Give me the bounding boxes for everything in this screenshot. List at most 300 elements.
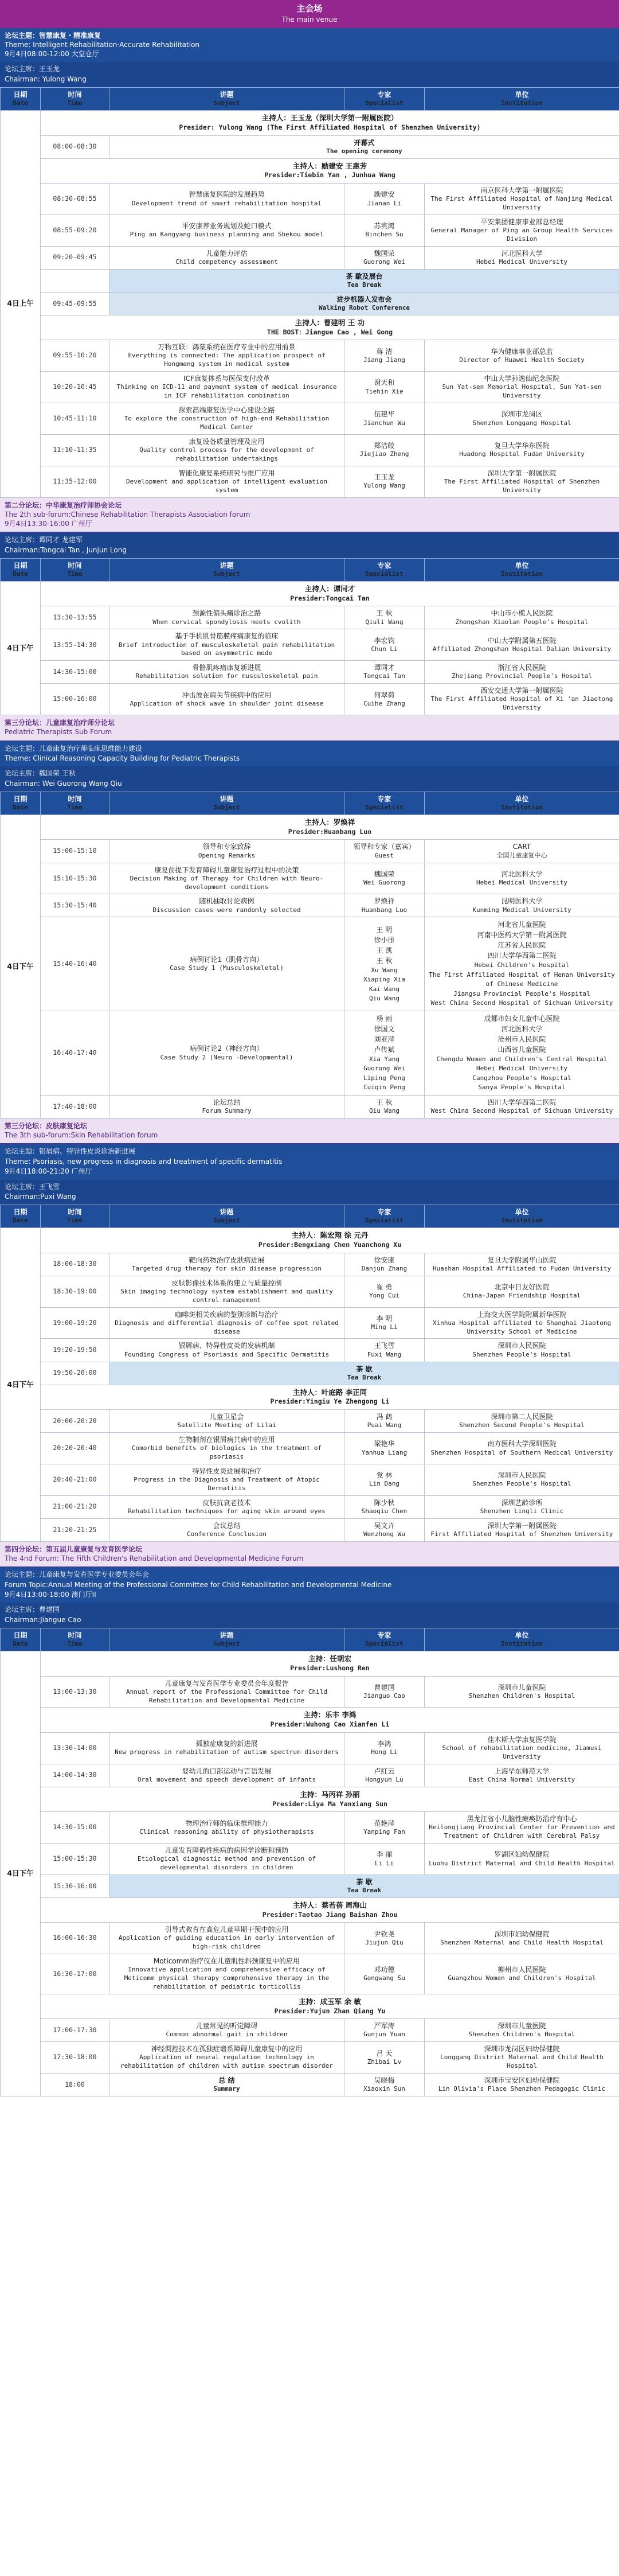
forum1-subject-en: Ping an Kangyang business planning and Shekou model xyxy=(130,231,324,239)
forum5-col-time xyxy=(41,1628,109,1651)
forum3-col-specialist-en: Specialist xyxy=(365,804,403,812)
forum3-specialist-en xyxy=(348,966,421,1004)
forum2-chair-line: 论坛主席：谭同才 龙建军 xyxy=(5,536,83,544)
forum4-break-zh: 茶 歇 xyxy=(356,1365,373,1373)
forum4-time-cell: 20:40-21:00 xyxy=(41,1464,109,1495)
forum3-institution-zh: 昆明医科大学 xyxy=(501,897,543,906)
forum5-row-talk xyxy=(1,1843,619,1874)
forum4-subject-en: Conference Conclusion xyxy=(186,1530,267,1538)
forum3-row-host xyxy=(1,815,619,840)
forum4-ribbon xyxy=(0,1119,619,1144)
forum1-institution-zh: 深圳大学第一附属医院 xyxy=(487,469,557,477)
forum1-row-break xyxy=(1,269,619,292)
forum4-col-time-zh: 时间 xyxy=(68,1208,82,1217)
forum4-subject-zh: 皮肤抗衰老技术 xyxy=(202,1498,251,1507)
main-venue-title-en: The main venue xyxy=(281,15,338,24)
forum1-time-cell xyxy=(41,269,109,292)
forum2-specialist-zh: 李宏钧 xyxy=(374,636,395,645)
forum4-theme xyxy=(0,1144,619,1179)
forum3-specialist-en: Qiu Wang xyxy=(369,1107,399,1115)
forum5-subject-en: New progress in rehabilitation of autism spectrum disorders xyxy=(115,1748,339,1756)
forum5-subject-zh: 儿童发育障碍性疾病的病因学诊断和预防 xyxy=(164,1846,289,1854)
forum5-specialist-cell xyxy=(344,2074,425,2096)
forum2-col-institution-zh: 单位 xyxy=(515,561,529,570)
forum4-col-subject xyxy=(109,1205,344,1228)
forum5-institution-zh: 佳木斯大学康复医学院 xyxy=(487,1735,557,1744)
forum5-presider-cell xyxy=(41,1994,619,2018)
forum5-col-specialist xyxy=(344,1628,425,1651)
forum1-col-subject-zh: 讲题 xyxy=(220,91,234,99)
forum3-col-date-en: Date xyxy=(13,804,28,812)
forum1-ribbon-line: 9月4日08:00-12:00 大堂仓厅 xyxy=(5,50,99,59)
forum3-subject-en: Case Study 2 (Neuro -Developmental) xyxy=(160,1053,293,1061)
forum4-specialist-zh: 吴文卉 xyxy=(374,1521,395,1530)
forum1-presider-cell xyxy=(41,315,619,340)
forum5-subject-en: Innovative application and comprehensive efficacy of Moticomm physical therapy comprehensive therapy in the rehabilitation of pediatric torticollis xyxy=(124,1966,330,1991)
forum5-specialist-cell xyxy=(344,1812,425,1844)
forum3-col-date-zh: 日期 xyxy=(13,795,28,804)
forum2-col-subject-zh: 讲题 xyxy=(220,561,234,570)
forum1-subject-en: Quality control process for the development of rehabilitation undertakings xyxy=(139,446,314,462)
forum4-subject-en: Founding Congress of Psoriasis and Specific Dermatitis xyxy=(124,1350,330,1358)
forum5-subject-en: Application of guiding education in early intervention of high-risk children xyxy=(118,1934,335,1951)
forum3-institution-en-line: Hebei Children's Hospital xyxy=(474,961,570,969)
main-venue-banner xyxy=(0,0,619,28)
forum1-row-talk xyxy=(1,466,619,497)
forum5-specialist-zh: 李 丽 xyxy=(376,1850,393,1859)
forum3-institution-en xyxy=(428,961,616,1008)
forum1-institution-zh: 复旦大学华东医院 xyxy=(494,442,550,450)
forum3-institution-zh-line: 江苏省人民医院 xyxy=(497,941,546,950)
forum5-row-talk xyxy=(1,1676,619,1708)
forum1-subject-cell xyxy=(109,372,344,403)
forum3-col-institution xyxy=(425,792,619,815)
forum3-col-specialist-zh: 专家 xyxy=(377,795,391,804)
forum2-subject-zh: 冲击波在肩关节疾病中的应用 xyxy=(182,691,272,699)
forum4-presider-cell xyxy=(41,1385,619,1409)
forum1-institution-cell xyxy=(425,372,619,403)
forum3-institution-zh-line: 河北省儿童医院 xyxy=(497,921,546,929)
forum5-subject-cell xyxy=(109,1923,344,1954)
forum1-institution-zh: 中山大学孙逸仙纪念医院 xyxy=(484,375,560,383)
forum5-specialist-zh: 李鸿 xyxy=(377,1740,391,1748)
forum1-specialist-zh: 苏宾鸿 xyxy=(374,222,395,231)
forum1-time-cell: 09:20-09:45 xyxy=(41,246,109,269)
forum1-col-time xyxy=(41,88,109,111)
forum5-subject-cell xyxy=(109,2042,344,2074)
forum2-col-institution-en: Institution xyxy=(501,570,543,578)
forum5-presider-zh: 主持：马丙祥 孙丽 xyxy=(300,1790,360,1799)
forum4-subject-en: Targeted drug therapy for skin disease progression xyxy=(131,1264,322,1272)
forum5-institution-en: Guangzhou Women and Children's Hospital xyxy=(448,1974,596,1982)
forum3-institution-zh-line: 河北医科大学 xyxy=(501,1024,543,1033)
forum5-specialist-cell xyxy=(344,1843,425,1874)
forum2-specialist-en: Tongcai Tan xyxy=(363,672,405,680)
forum5-specialist-zh: 吕 天 xyxy=(376,2049,393,2057)
forum5-specialist-en: Gongwang Su xyxy=(363,1974,405,1982)
forum3-institution-zh: CART xyxy=(512,843,531,851)
forum2-institution-en: Zhejiang Provincial People's Hospital xyxy=(451,672,593,680)
forum1-subject-cell xyxy=(109,135,619,158)
forum5-specialist-en: Jianguo Cao xyxy=(363,1692,405,1700)
forum1-subject-cell xyxy=(109,466,344,497)
forum4-institution-en: Huashan Hospital Affiliated to Fudan University xyxy=(432,1264,612,1272)
forum3-institution-cell xyxy=(425,840,619,863)
forum1-subject-cell xyxy=(109,434,344,466)
forum4-header-row xyxy=(1,1205,619,1228)
forum4-institution-en: Shenzhen Hospital of Southern Medical University xyxy=(430,1448,613,1456)
forum3-presider-zh: 主持人：罗焕祥 xyxy=(304,818,355,827)
forum5-time-cell: 15:00-15:30 xyxy=(41,1843,109,1874)
forum1-specialist-en: Jianchun Wu xyxy=(363,419,405,427)
forum4-time-cell: 20:20-20:40 xyxy=(41,1432,109,1464)
forum2-row-talk xyxy=(1,684,619,715)
forum5-time-cell: 13:30-14:00 xyxy=(41,1732,109,1764)
forum4-col-date xyxy=(1,1205,41,1228)
forum5-row-talk xyxy=(1,2074,619,2096)
forum5-subject-cell xyxy=(109,1812,344,1844)
forum4-specialist-cell xyxy=(344,1253,425,1276)
forum3-col-time xyxy=(41,792,109,815)
forum1-specialist-en: Guorong Wei xyxy=(363,258,405,266)
forum5-ribbon-line: The 4nd Forum: The Fifth Children's Rehabilitation and Developmental Medicine Forum xyxy=(5,1554,304,1562)
forum5-col-date-en: Date xyxy=(13,1640,28,1648)
forum1-institution-cell xyxy=(425,434,619,466)
forum4-institution-zh: 深圳市第二人民医院 xyxy=(491,1412,553,1421)
forum3-specialist-en-line: Xu Wang xyxy=(371,966,398,974)
forum5-subject-zh: 总 结 xyxy=(218,2076,235,2085)
forum3-subject-en: Discussion cases were randomly selected xyxy=(152,906,301,914)
forum5-presider-zh: 主持人：蔡若蓓 周海山 xyxy=(292,1900,367,1909)
forum4-presider-zh: 主持人：叶庭路 李正同 xyxy=(292,1388,367,1397)
forum1-col-date-zh: 日期 xyxy=(13,91,28,99)
forum5-subject-zh: 儿童康复与发育医学专业委员会年度报告 xyxy=(164,1679,289,1688)
forum4-specialist-en: Lin Dang xyxy=(369,1480,399,1488)
forum4-institution-zh: 深圳艺龄诊所 xyxy=(501,1498,543,1507)
forum5-row-talk xyxy=(1,1923,619,1954)
forum4-specialist-cell xyxy=(344,1409,425,1432)
forum1-presider-cell xyxy=(41,158,619,183)
forum1-subject-zh: 平安康养业务规划及蛇口模式 xyxy=(182,222,272,231)
forum1-presider-cell xyxy=(41,111,619,135)
forum5-institution-zh: 深圳市宝安区妇幼保健院 xyxy=(484,2076,560,2085)
forum5-row-talk xyxy=(1,1732,619,1764)
forum3-institution-zh-line: 山西省儿童医院 xyxy=(497,1045,546,1054)
forum5-institution-en: Luohu District Maternal and Child Health Hospital xyxy=(429,1859,615,1867)
forum4-col-specialist-zh: 专家 xyxy=(377,1208,391,1217)
forum4-subject-cell xyxy=(109,1339,344,1362)
forum5-row-talk xyxy=(1,1812,619,1844)
forum4-col-institution xyxy=(425,1205,619,1228)
forum1-presider-zh: 主持人：王玉龙（深圳大学第一附属医院） xyxy=(261,114,398,123)
forum3-institution-en: 全国儿童康复中心 xyxy=(496,851,547,859)
forum5-specialist-cell xyxy=(344,2042,425,2074)
forum1-subject-en: To explore the construction of high-end Rehabilitation Medical Center xyxy=(124,415,330,431)
forum3-specialist-zh: 王 秋 xyxy=(376,1098,393,1106)
forum3-specialist-en-line: Cuiqin Peng xyxy=(363,1084,405,1092)
forum4-specialist-cell xyxy=(344,1518,425,1541)
forum1-subject-en: Child competency assessment xyxy=(175,258,278,266)
forum1-specialist-zh: 郑洁皎 xyxy=(374,442,395,450)
forum5-theme-line: 论坛主题：儿童康复与发育医学专业委员会年会 xyxy=(5,1570,150,1579)
forum3-institution-en: West China Second Hospital of Sichuan University xyxy=(430,1107,613,1115)
forum5-col-time-en: Time xyxy=(67,1640,83,1648)
forum2-institution-zh: 中山大学附属第五医院 xyxy=(487,636,557,645)
forum1-presider-en: Presider:Tiebin Yan , Junhua Wang xyxy=(264,171,395,180)
forum1-institution-en: Hebei Medical University xyxy=(476,258,567,266)
forum3-institution-zh-line: 河南中医药大学第一附属医院 xyxy=(477,931,567,940)
forum4-chair-line: 论坛主席：王飞雪 xyxy=(5,1182,60,1191)
forum3-specialist-en-line: Qiu Wang xyxy=(369,995,399,1003)
forum4-row-host xyxy=(1,1385,619,1409)
forum3-subject-cell xyxy=(109,863,344,894)
forum4-row-talk xyxy=(1,1409,619,1432)
forum1-presider-en: THE BOST：Jiangue Cao , Wei Gong xyxy=(267,328,393,336)
forum1-institution-zh: 深圳市龙岗区 xyxy=(501,410,543,419)
forum3-institution-en: Hebei Medical University xyxy=(476,879,567,887)
forum1-chair-line: 论坛主席：王玉龙 xyxy=(5,65,60,73)
forum1-subject-en: Development and application of intelligent evaluation system xyxy=(126,477,327,494)
forum5-theme-line: Forum Topic:Annual Meeting of the Professional Committee for Child Rehabilitation and Developmental Medicine xyxy=(5,1580,392,1589)
forum1-subject-en: Development trend of smart rehabilitation hospital xyxy=(131,199,322,207)
forum4-specialist-zh: 陈少秋 xyxy=(374,1498,395,1507)
forum1-specialist-zh: 伍建华 xyxy=(374,410,395,419)
forum3-specialist-cell xyxy=(344,840,425,863)
forum2-presider-zh: 主持人：谭同才 xyxy=(304,584,355,593)
forum5-institution-en: Shenzhen Children's Hospital xyxy=(468,1692,575,1700)
forum3-row-talk xyxy=(1,1011,619,1095)
forum5-row-host xyxy=(1,1708,619,1732)
forum3-theme-line: 论坛主题：儿童康复治疗师临床思维能力建设 xyxy=(5,744,143,753)
forum4-time-cell: 21:00-21:20 xyxy=(41,1495,109,1518)
forum1-specialist-cell xyxy=(344,434,425,466)
forum2-specialist-cell xyxy=(344,684,425,715)
forum5-row-host xyxy=(1,1787,619,1811)
forum3-specialist-zh xyxy=(348,1014,421,1055)
forum2-presider-cell xyxy=(41,581,619,606)
forum4-theme-line: 9月4日18:00-21:20 广州厅 xyxy=(5,1167,92,1176)
forum3-row-talk xyxy=(1,863,619,894)
forum3-col-date xyxy=(1,792,41,815)
forum1-subject-cell xyxy=(109,403,344,434)
forum3-col-time-zh: 时间 xyxy=(68,795,82,804)
forum3-subject-zh: 康复前提下发育障碍儿童康复治疗过程中的决策 xyxy=(154,866,299,874)
forum4-row-talk xyxy=(1,1339,619,1362)
forums-container xyxy=(0,28,619,2096)
forum4-institution-zh: 深圳大学第一附属医院 xyxy=(487,1521,557,1530)
forum5-subject-cell xyxy=(109,2074,344,2096)
forum4-row-break xyxy=(1,1362,619,1385)
forum3-institution-en-line: Sanya People's Hospital xyxy=(478,1084,566,1092)
forum4-chair-line: Chairman:Puxi Wang xyxy=(5,1192,76,1201)
forum2-time-cell: 13:30-13:55 xyxy=(41,606,109,629)
forum4-institution-zh: 深圳市人民医院 xyxy=(497,1471,546,1480)
forum5-specialist-en: Gunjun Yuan xyxy=(363,2031,405,2039)
forum4-row-talk xyxy=(1,1307,619,1339)
forum5-subject-cell xyxy=(109,1732,344,1764)
forum3-chair-line: 论坛主席：魏国荣 王秋 xyxy=(5,769,76,778)
forum3-col-subject xyxy=(109,792,344,815)
forum4-institution-zh: 北京中日友好医院 xyxy=(494,1283,550,1292)
forum5-date-cell: 4日下午 xyxy=(1,1651,41,2096)
forum3-institution-zh-line: 成都市妇女儿童中心医院 xyxy=(484,1014,560,1023)
forum2-subject-en: Application of shock wave in shoulder joint disease xyxy=(130,699,324,707)
forum5-ribbon-line: 第四分论坛：第五届儿童康复与发育医学论坛 xyxy=(5,1545,143,1553)
forum3-subject-cell xyxy=(109,1011,344,1095)
forum4-theme-line: Theme: Psoriasis, new progress in diagnosis and treatment of specific dermatitis xyxy=(5,1157,283,1166)
forum2-specialist-zh: 谭同才 xyxy=(374,664,395,672)
forum5-institution-en: Longgang District Maternal and Child Health Hospital xyxy=(440,2053,604,2070)
forum5-specialist-zh: 严军涛 xyxy=(374,2022,395,2031)
forum1-subject-zh: 康复设备质量管理及应用 xyxy=(189,437,265,446)
forum5-presider-en: Presider:Lushong Ren xyxy=(290,1664,370,1673)
forum5-col-specialist-zh: 专家 xyxy=(377,1631,391,1640)
forum3-time-cell: 16:40-17:40 xyxy=(41,1011,109,1095)
forum1-institution-en: Director of Huawei Health Society xyxy=(459,356,585,364)
forum1-schedule-table xyxy=(0,87,619,497)
forum3-col-institution-en: Institution xyxy=(501,804,543,812)
forum5-subject-cell xyxy=(109,1764,344,1787)
forum1-time-cell: 08:30-08:55 xyxy=(41,183,109,215)
forum1-ribbon-line: Theme: Intelligent Rehabilitation·Accurate Rehabilitation xyxy=(5,40,200,49)
forum3-specialist-en: Guest xyxy=(374,851,394,859)
forum1-presider-zh: 主持人：曹建明 王 功 xyxy=(295,318,365,327)
forum4-institution-cell xyxy=(425,1276,619,1307)
forum1-col-subject-en: Subject xyxy=(213,99,240,107)
forum1-subject-zh: 开幕式 xyxy=(354,138,375,147)
forum4-row-talk xyxy=(1,1495,619,1518)
forum3-specialist-cell xyxy=(344,894,425,917)
forum5-subject-cell xyxy=(109,1843,344,1874)
forum5-presider-en: Presider:Liya Ma Yanxiang Sun xyxy=(272,1799,387,1808)
forum1-col-date xyxy=(1,88,41,111)
forum2-specialist-en: Qiuli Wang xyxy=(365,618,403,626)
forum5-ribbon xyxy=(0,1542,619,1568)
forum3-theme-line: Theme: Clinical Reasoning Capacity Building for Pediatric Therapists xyxy=(5,754,240,762)
forum4-col-date-en: Date xyxy=(13,1217,28,1225)
forum1-institution-cell xyxy=(425,403,619,434)
forum5-subject-en: Clinical reasoning ability of physiotherapists xyxy=(139,1827,314,1835)
forum4-specialist-cell xyxy=(344,1464,425,1495)
forum1-chair xyxy=(0,62,619,87)
forum3-institution-zh xyxy=(428,1014,616,1055)
forum1-chair-line: Chairman: Yulong Wang xyxy=(5,75,87,83)
forum3-presider-cell xyxy=(41,815,619,840)
forum1-row-host xyxy=(1,315,619,340)
forum5-col-institution-en: Institution xyxy=(501,1640,543,1648)
forum5-break-en: Tea Break xyxy=(347,1887,382,1895)
forum2-institution-cell xyxy=(425,661,619,684)
forum5-subject-zh: 儿童常见的听觉障碍 xyxy=(195,2022,258,2031)
forum1-institution-cell xyxy=(425,466,619,497)
forum4-specialist-en: Yong Cui xyxy=(369,1292,399,1300)
forum1-subject-zh: 智能化康复系统研究与推广应用 xyxy=(178,469,275,477)
forum5-specialist-cell xyxy=(344,1676,425,1708)
forum5-specialist-cell xyxy=(344,1732,425,1764)
forum1-time-cell: 10:20-10:45 xyxy=(41,372,109,403)
forum4-institution-cell xyxy=(425,1464,619,1495)
forum2-institution-cell xyxy=(425,684,619,715)
forum3-specialist-zh-line: 王 凯 xyxy=(376,946,393,954)
forum5-time-cell: 16:00-16:30 xyxy=(41,1923,109,1954)
forum5-subject-cell xyxy=(109,2019,344,2042)
forum5-time-cell: 18:00 xyxy=(41,2074,109,2096)
forum2-col-time-zh: 时间 xyxy=(68,561,82,570)
forum5-presider-en: Presider:Yujun Zhan Qiang Yu xyxy=(274,2006,386,2015)
forum1-institution-cell xyxy=(425,246,619,269)
forum5-schedule-table xyxy=(0,1628,619,2096)
forum5-institution-cell xyxy=(425,2042,619,2074)
forum4-subject-en: Progress in the Diagnosis and Treatment of Atopic Dermatitis xyxy=(134,1476,320,1492)
forum1-header-row xyxy=(1,88,619,111)
forum3-specialist-zh xyxy=(348,925,421,966)
forum1-row-talk xyxy=(1,215,619,246)
forum1-col-specialist-zh: 专家 xyxy=(377,91,391,99)
forum2-institution-en: Zhongshan Xiaolan People's Hospital xyxy=(455,618,589,626)
forum5-institution-cell xyxy=(425,1954,619,1994)
forum3-header-row xyxy=(1,792,619,815)
forum4-col-subject-en: Subject xyxy=(213,1217,240,1225)
forum5-specialist-cell xyxy=(344,1954,425,1994)
forum3-institution-en-line: Jiangsu Provincial People's Hospital xyxy=(453,989,590,997)
forum4-presider-zh: 主持人：陈宏翔 徐 元丹 xyxy=(291,1231,369,1240)
forum2-col-date-zh: 日期 xyxy=(13,561,28,570)
forum4-subject-cell xyxy=(109,1464,344,1495)
forum4-specialist-zh: 徐安康 xyxy=(374,1256,395,1264)
forum1-subject-en: Thinking on ICD-11 and payment system of medical insurance in ICF rehabilitation combination xyxy=(116,383,337,400)
forum3-theme xyxy=(0,742,619,767)
forum5-time-cell: 14:00-14:30 xyxy=(41,1764,109,1787)
forum3-specialist-zh-line: 王 明 xyxy=(376,925,393,934)
forum3-subject-cell xyxy=(109,840,344,863)
forum1-break-zh: 茶 歇及展台 xyxy=(346,272,383,280)
forum1-col-specialist-en: Specialist xyxy=(365,99,403,107)
forum3-specialist-en: Huanbang Luo xyxy=(361,906,408,914)
forum5-institution-en: School of rehabilitation medicine, Jiamusi University xyxy=(442,1744,602,1760)
forum3-col-institution-zh: 单位 xyxy=(515,795,529,804)
forum5-subject-zh: 婴幼儿的口部运动与言语发展 xyxy=(182,1767,272,1775)
forum5-theme xyxy=(0,1568,619,1603)
forum5-subject-en: Etiological diagnostic method and prevention of developmental disorders in children xyxy=(137,1855,316,1871)
forum4-section xyxy=(0,1119,619,1542)
forum1-presider-en: Presider: Yulong Wang (The First Affiliated Hospital of Shenzhen University) xyxy=(179,123,481,131)
forum3-subject-en: Opening Remarks xyxy=(198,851,256,859)
forum2-specialist-cell xyxy=(344,606,425,629)
forum3-col-subject-zh: 讲题 xyxy=(220,795,234,804)
forum2-header-row xyxy=(1,558,619,581)
forum2-institution-en: The First Affiliated Hospital of Xi 'an Jiaotong University xyxy=(430,695,613,712)
forum3-specialist-en-line: Guorong Wei xyxy=(363,1065,405,1073)
forum2-section xyxy=(0,498,619,716)
forum4-subject-cell xyxy=(109,1432,344,1464)
forum5-time-cell: 15:30-16:00 xyxy=(41,1874,109,1897)
forum2-col-time-en: Time xyxy=(67,570,83,578)
forum4-specialist-zh: 党 林 xyxy=(376,1471,393,1480)
forum3-subject-en: Forum Summary xyxy=(202,1107,252,1115)
forum5-institution-en: Heilongjiang Provincial Center for Prevention and Treatment of Children with Cerebral Palsy xyxy=(429,1823,615,1840)
forum4-presider-cell xyxy=(41,1228,619,1253)
forum4-institution-cell xyxy=(425,1518,619,1541)
forum5-col-date-zh: 日期 xyxy=(13,1631,28,1640)
forum3-institution-zh-line: 四川大学华西第二医院 xyxy=(487,952,557,960)
forum5-subject-en: Oral movement and speech development of infants xyxy=(137,1775,316,1783)
forum1-time-cell: 08:00-08:30 xyxy=(41,135,109,158)
forum1-specialist-cell xyxy=(344,246,425,269)
forum2-subject-zh: 骨骼肌疼痛康复新进展 xyxy=(192,664,261,672)
forum4-institution-cell xyxy=(425,1307,619,1339)
forum1-ribbon xyxy=(0,28,619,63)
forum1-specialist-en: Tiehin Xie xyxy=(365,387,403,395)
